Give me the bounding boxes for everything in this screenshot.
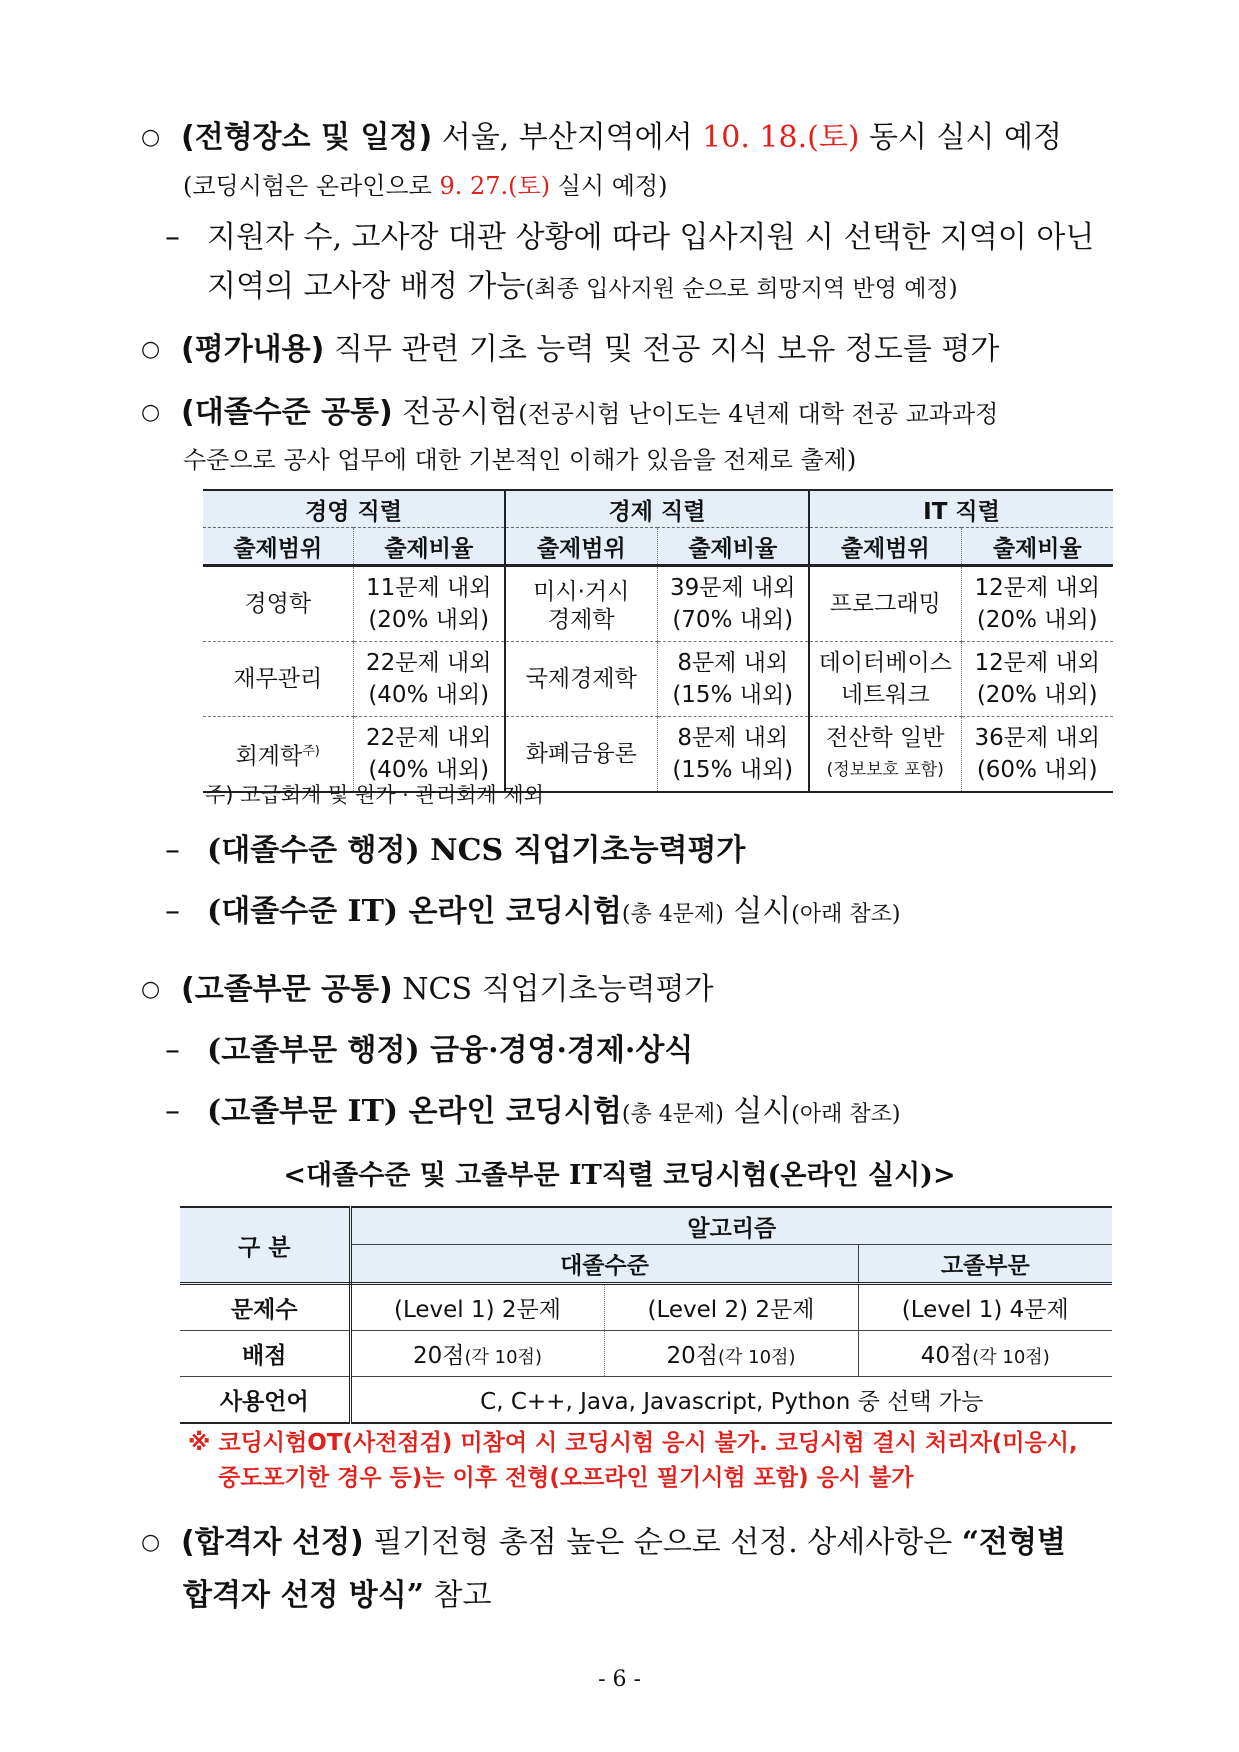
- footnote-marker: 주): [302, 743, 320, 759]
- dash-bullet-icon: –: [165, 220, 180, 255]
- circle-bullet-icon: ○: [141, 1530, 161, 1555]
- location-note-line2: 지역의 고사장 배정 가능(최종 입사지원 순으로 희망지역 반영 예정): [207, 269, 958, 304]
- circle-bullet-icon: ○: [141, 337, 161, 362]
- coding-schedule-note: (코딩시험은 온라인으로 9. 27.(토) 실시 예정): [183, 172, 668, 200]
- table-row: 경영학 11문제 내외 (20% 내외) 미시·거시 경제학 39문제 내외 (70% 내외) 프로그래밍 12문제 내외 (20% 내외): [203, 566, 1113, 642]
- major-exam-table: [203, 489, 1113, 793]
- col-university: 대졸수준: [350, 1245, 858, 1284]
- exam-date: 10. 18.(토): [702, 120, 860, 155]
- table-row: 재무관리 22문제 내외 (40% 내외) 국제경제학 8문제 내외 (15% 내외) 데이터베이스 네트워크 12문제 내외 (20% 내외): [203, 642, 1113, 717]
- dash-bullet-icon: –: [165, 1033, 180, 1068]
- dash-bullet-icon: –: [165, 894, 180, 929]
- table-row: 배점 20점(각 10점) 20점(각 10점) 40점(각 10점): [180, 1331, 1112, 1377]
- selection-paragraph: ○ (합격자 선정) 필기전형 총점 높은 순으로 선정. 상세사항은 “전형별: [141, 1523, 1066, 1563]
- group-management: 경영 직렬: [203, 490, 505, 528]
- evaluation-paragraph: ○ (평가내용) 직무 관련 기초 능력 및 전공 지식 보유 정도를 평가: [141, 330, 999, 370]
- col-scope: 출제범위: [203, 528, 353, 566]
- coding-date: 9. 27.(토): [439, 172, 551, 200]
- col-scope: 출제범위: [505, 528, 657, 566]
- group-it: IT 직렬: [809, 490, 1113, 528]
- col-highschool: 고졸부문: [858, 1245, 1112, 1284]
- circle-bullet-icon: ○: [141, 400, 161, 425]
- major-exam-paragraph: ○ (대졸수준 공통) 전공시험(전공시험 난이도는 4년제 대학 전공 교과과정: [141, 393, 998, 434]
- coding-table-caption: <대졸수준 및 고졸부문 IT직렬 코딩시험(온라인 실시)>: [283, 1160, 956, 1191]
- coding-warning-line2: 중도포기한 경우 등)는 이후 전형(오프라인 필기시험 포함) 응시 불가: [218, 1465, 914, 1491]
- dash-bullet-icon: –: [165, 833, 180, 868]
- col-ratio: 출제비율: [961, 528, 1113, 566]
- univ-it-item: – (대졸수준 IT) 온라인 코딩시험(총 4문제) 실시(아래 참조): [165, 892, 900, 935]
- col-scope: 출제범위: [809, 528, 961, 566]
- page-number: - 6 -: [598, 1667, 641, 1692]
- table-footnote: 주) 고급회계 및 원가 · 관리회계 제외: [205, 783, 544, 807]
- selection-paragraph-line2: 합격자 선정 방식” 참고: [183, 1578, 492, 1613]
- coding-exam-table: [180, 1206, 1112, 1424]
- circle-bullet-icon: ○: [141, 977, 161, 1002]
- col-ratio: 출제비율: [353, 528, 505, 566]
- location-note-line1: – 지원자 수, 고사장 대관 상황에 따라 입사지원 시 선택한 지역이 아닌: [165, 218, 1094, 258]
- col-algorithm: 알고리즘: [350, 1207, 1112, 1245]
- hs-it-item: – (고졸부문 IT) 온라인 코딩시험(총 4문제) 실시(아래 참조): [165, 1092, 900, 1135]
- table-row: 문제수 (Level 1) 2문제 (Level 2) 2문제 (Level 1) 4문제: [180, 1284, 1112, 1331]
- coding-warning-line1: ※ 코딩시험OT(사전점검) 미참여 시 코딩시험 응시 불가. 코딩시험 결시 처리자(미응시,: [188, 1430, 1078, 1456]
- table-row: 회계학$^{주)}$ 22문제 내외 (40% 내외) 화폐금융론 8문제 내외 (15% 내외) 전산학 일반 (정보보호 포함) 36문제 내외 (60% 내외): [203, 717, 1113, 793]
- schedule-paragraph: ○ (전형장소 및 일정) 서울, 부산지역에서 10. 18.(토) 동시 실시 예정: [141, 118, 1062, 158]
- col-ratio: 출제비율: [657, 528, 809, 566]
- circle-bullet-icon: ○: [141, 125, 161, 150]
- hs-admin-item: – (고졸부문 행정) 금융·경영·경제·상식: [165, 1031, 693, 1071]
- table-row: 사용언어 C, C++, Java, Javascript, Python 중 선택 가능: [180, 1377, 1112, 1424]
- dash-bullet-icon: –: [165, 1094, 180, 1129]
- schedule-label: (전형장소 및 일정): [181, 120, 433, 155]
- highschool-paragraph: ○ (고졸부문 공통) NCS 직업기초능력평가: [141, 970, 713, 1010]
- major-exam-note: 수준으로 공사 업무에 대한 기본적인 이해가 있음을 전제로 출제): [183, 446, 857, 474]
- col-category: 구 분: [180, 1207, 350, 1284]
- group-economics: 경제 직렬: [505, 490, 809, 528]
- univ-admin-item: – (대졸수준 행정) NCS 직업기초능력평가: [165, 831, 745, 871]
